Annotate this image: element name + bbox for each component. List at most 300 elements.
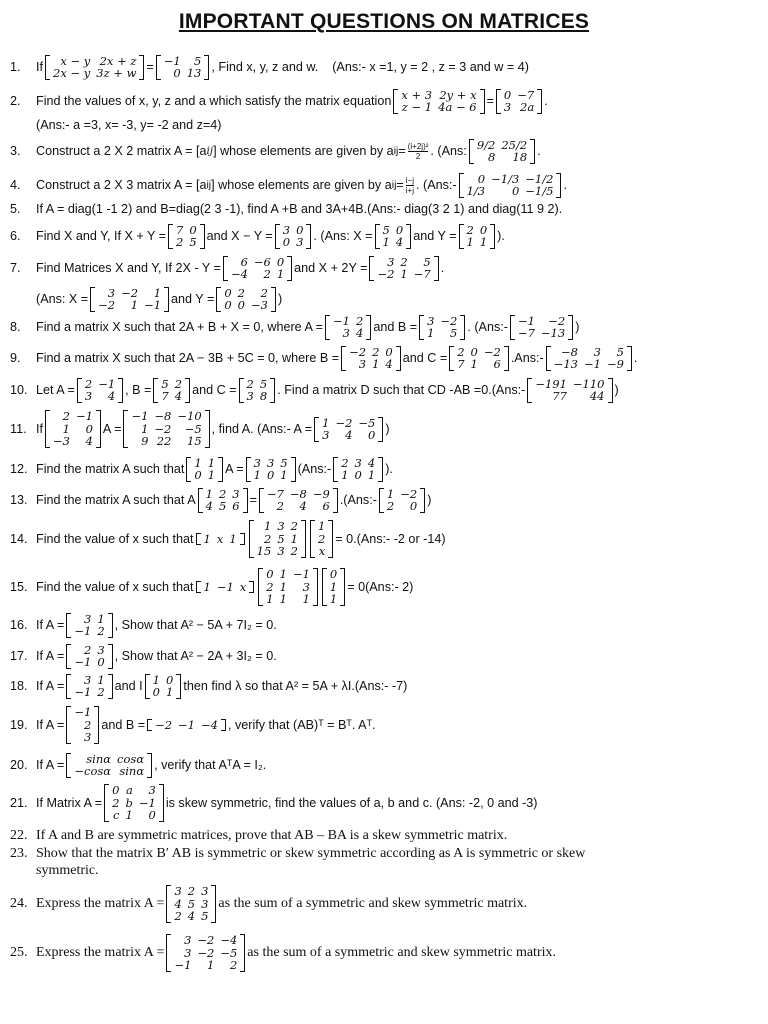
matrix-cell: 0 — [395, 222, 404, 237]
matrix-cell: 0 — [224, 285, 232, 300]
question-2: 2. Find the values of x, y, z and a which satisfy the matrix equation x + 3 2y + x z − 1 4a − 6 = 0 −7 3 2a . — [10, 87, 548, 114]
matrix-entries — [161, 55, 205, 80]
matrix-cell: x + 3 — [401, 87, 433, 102]
matrix-cell: 6 — [493, 357, 501, 371]
matrix-cell: 1 — [290, 531, 298, 546]
matrix-cell: 2 — [290, 544, 298, 559]
bracket-right — [218, 457, 223, 482]
matrix-cell: 3 — [107, 285, 116, 300]
matrix-cell: 2 — [263, 531, 272, 546]
matrix-cell: −4 — [230, 267, 248, 281]
matrix-cell: 13 — [186, 66, 202, 80]
matrix-cell: 1 — [466, 235, 474, 249]
matrix-entries — [424, 315, 460, 340]
matrix-cell: 2 — [174, 909, 182, 924]
question-11: 11. If 2 −1 1 0 −3 4 A = −1 −8 −10 1 −2 −5 9 22 15 , find A. (Ans:- A = 1 −2 −5 3 4 0 ) — [10, 409, 390, 449]
matrix-cell: −1 — [74, 685, 92, 699]
matrix-cell: −9 — [606, 357, 624, 371]
matrix-cell: −2 — [98, 298, 116, 312]
matrix-cell: 5 — [194, 53, 202, 68]
matrix-cell: 1 — [279, 579, 287, 594]
question-5: 5. If A = diag(1 -1 2) and B=diag(2 3 -1), find A +B and 3A+4B.(Ans:- diag(3 2 1) and diag(11 9 2). — [10, 202, 563, 216]
matrix-cell: 2x − y — [53, 66, 91, 80]
matrix-cell: 1 — [229, 531, 237, 546]
matrix-cell: 5 — [161, 376, 169, 391]
matrix-cell: −1 — [98, 376, 116, 391]
bracket-right — [243, 488, 248, 513]
matrix-cell: 0 — [296, 222, 304, 237]
bracket-right — [249, 581, 254, 594]
answer: (Ans:- a =3, x= -3, y= -2 and z=4) — [36, 118, 222, 132]
question-6: 6. Find X and Y, If X + Y = 7 0 2 5 and X − Y = 3 0 0 3 . (Ans: X = 5 0 1 4 and Y = 2 0 1 1 ). — [10, 222, 505, 249]
matrix-cell: −1 — [75, 409, 93, 424]
matrix-cell: 3 — [266, 455, 275, 470]
matrix-cell: 3 — [342, 326, 350, 340]
matrix-entries — [464, 224, 491, 249]
matrix-cell: 2x + z — [99, 53, 137, 68]
matrix-cell: 4 — [174, 389, 183, 403]
matrix-entries — [171, 885, 211, 923]
matrix-entries — [251, 457, 291, 482]
matrix — [66, 753, 152, 778]
matrix-cell: 1 — [329, 592, 338, 607]
matrix-cell: −10 — [177, 409, 202, 424]
matrix-entries — [515, 315, 568, 340]
matrix — [66, 674, 112, 699]
matrix-entries — [501, 89, 537, 114]
matrix-entries — [173, 224, 200, 249]
matrix-entries — [398, 89, 479, 114]
matrix-cell: 6 — [322, 499, 330, 513]
matrix-cell: 1 — [203, 531, 211, 546]
question-25: 25. Express the matrix A = 3 −2 −4 3 −2 −5 −1 1 2 as the sum of a symmetric and skew symmetric matrix. — [10, 933, 557, 973]
matrix — [449, 346, 509, 371]
matrix-cell: 2 — [174, 376, 183, 391]
matrix-cell: 4 — [205, 499, 213, 513]
matrix-cell: 1 — [367, 468, 376, 482]
matrix-cell: −2 — [154, 421, 172, 436]
matrix-cell: 0 — [470, 344, 478, 359]
matrix-cell: 1 — [207, 455, 216, 470]
matrix-cell: 2 — [84, 642, 92, 657]
matrix-cell: 0 — [224, 298, 232, 312]
matrix — [216, 287, 276, 312]
question-16: 16. If A = 3 1 −1 2 , Show that A² − 5A + 7I₂ = 0. — [10, 611, 277, 638]
matrix-cell: −2 — [440, 313, 458, 328]
matrix-cell: −9 — [312, 486, 330, 501]
matrix-cell: 3 — [302, 579, 310, 594]
matrix-cell: 1 — [372, 357, 380, 371]
question-13: 13. Find the matrix A such that A 1 2 3 4 5 6 = −7 −8 −9 2 4 6 .(Ans:- 1 −2 2 0 ) — [10, 486, 432, 513]
matrix-cell: 2 — [341, 455, 349, 470]
matrix-entries — [71, 706, 94, 744]
matrix-cell: 2 — [372, 344, 380, 359]
matrix-entries — [464, 173, 557, 198]
matrix — [196, 581, 255, 594]
matrix-entries — [263, 568, 313, 606]
matrix — [249, 520, 306, 558]
matrix — [527, 378, 612, 403]
bracket-right — [530, 139, 535, 164]
question-21: 21. If Matrix A = 0 a 3 2 b −1 c 1 0 is skew symmetric, find the values of a, b and c. (Ans: -2, 0 and -3) — [10, 783, 538, 823]
bracket-right — [420, 488, 425, 513]
matrix-entries — [109, 784, 159, 822]
bracket-right — [205, 410, 210, 448]
matrix-cell: 4 — [355, 326, 364, 340]
matrix-cell: 2 — [246, 376, 254, 391]
matrix-cell: −2 — [548, 313, 566, 328]
bracket-right — [537, 89, 542, 114]
matrix-entries — [158, 378, 185, 403]
question-7-answer: (Ans: X = 3 −2 1 −2 1 −1 and Y = 0 2 2 0 0 −3 ) — [36, 285, 283, 312]
matrix — [459, 173, 562, 198]
matrix-cell: −1/3 — [491, 171, 520, 186]
matrix-cell: 7 — [176, 222, 184, 237]
question-22: 22. If A and B are symmetric matrices, prove that AB – BA is a skew symmetric matrix. — [10, 828, 508, 843]
matrix-cell: 1 — [479, 235, 488, 249]
matrix-entries — [50, 55, 139, 80]
matrix-cell: 0 — [354, 468, 362, 482]
matrix — [393, 89, 484, 114]
matrix-cell: 3 — [277, 519, 285, 534]
matrix-cell: 44 — [589, 389, 605, 403]
question-14: 14. Find the value of x such that 1 x 1 1 3 2 2 5 1 15 3 2 1 2 x = 0.(Ans:- -2 or -14) — [10, 519, 446, 559]
bracket-right — [204, 55, 209, 80]
matrix-entries — [315, 520, 328, 558]
matrix-cell: 0 — [503, 87, 512, 102]
matrix-cell: x — [239, 579, 247, 594]
bracket-right — [291, 457, 296, 482]
matrix-cell: 3 — [354, 455, 362, 470]
answer: (Ans:- x =1, y = 2 , z = 3 and w = 4) — [332, 60, 529, 74]
bracket-right — [378, 417, 383, 442]
bracket-right — [164, 287, 169, 312]
matrix-cell: 1 — [130, 298, 139, 312]
matrix-cell: 1 — [386, 486, 395, 501]
matrix-cell: 3 — [84, 672, 92, 687]
matrix-cell: 5 — [189, 235, 197, 249]
bracket-right — [608, 378, 613, 403]
matrix-cell: 0 — [266, 468, 275, 482]
matrix — [45, 55, 144, 80]
matrix-entries — [327, 568, 340, 606]
bracket-right — [504, 346, 509, 371]
matrix-entries — [201, 533, 240, 546]
bracket-right — [396, 346, 401, 371]
matrix-cell: −1/5 — [525, 184, 554, 198]
matrix-entries — [201, 581, 250, 594]
question-4: 4. Construct a 2 X 3 matrix A = [a ij ] whose elements are given by a ij = $\frac{i-j}{i+j}$ . (Ans:- 0 −1/3 −1/2 1/3 0 −1/5 . — [10, 171, 567, 198]
matrix-cell: 1 — [125, 808, 133, 823]
question-10: 10. Let A = 2 −1 3 4 , B = 5 2 7 4 and C = 2 5 3 8 . Find a matrix D such that CD -AB =0.(Ans:- −191 −110 77 44 ) — [10, 376, 619, 403]
bracket-right — [490, 224, 495, 249]
matrix-cell: 8 — [259, 389, 268, 403]
question-3: 3. Construct a 2 X 2 matrix A = [a ij ] whose elements are given by a ij = $\frac{\text{(i+2j)²}}{2}$ . (Ans: 9/2 25/2 8 18 . — [10, 137, 541, 164]
matrix-cell: 1 — [317, 519, 326, 534]
bracket-right — [270, 378, 275, 403]
matrix-cell: 5 — [280, 455, 288, 470]
bracket-right — [333, 488, 338, 513]
matrix-cell: −1 — [163, 53, 181, 68]
bracket-right — [627, 346, 632, 371]
bracket-right — [108, 674, 113, 699]
matrix-cell: 1 — [253, 468, 261, 482]
question-23-cont: symmetric. — [36, 863, 99, 878]
matrix-cell: 4 — [395, 235, 404, 249]
matrix-cell: 15 — [256, 544, 272, 559]
matrix-cell: 0 — [385, 344, 393, 359]
matrix-cell: 3 — [277, 544, 285, 559]
matrix-cell: 1 — [400, 267, 408, 281]
matrix-cell: 4 — [345, 428, 353, 442]
matrix — [90, 287, 169, 312]
question-19: 19. If A = −1 2 3 and B = −2 −1 −4 , verify that (AB)ᵀ = Bᵀ. Aᵀ. — [10, 705, 376, 745]
matrix-cell: 2 — [187, 884, 196, 899]
matrix-entries — [254, 520, 301, 558]
matrix — [104, 784, 164, 822]
question-24: 24. Express the matrix A = 3 2 3 4 5 3 2 4 5 as the sum of a symmetric and skew symmetric matrix. — [10, 884, 528, 924]
matrix-cell: 0 — [479, 222, 488, 237]
matrix-cell: −1 — [74, 655, 92, 669]
matrix-cell: 5 — [259, 376, 268, 391]
bracket-right — [240, 533, 245, 546]
matrix-cell: −8 — [154, 409, 172, 424]
matrix-entries — [95, 287, 164, 312]
matrix-cell: 1 — [279, 567, 287, 582]
question-18: 18. If A = 3 1 −1 2 and I 1 0 0 1 then find λ so that A² = 5A + λI.(Ans:- -7) — [10, 672, 408, 699]
matrix-cell: 5 — [450, 326, 458, 340]
matrix — [196, 533, 245, 546]
matrix-cell: 7 — [457, 357, 465, 371]
bracket-right — [94, 706, 99, 744]
matrix-cell: 3 — [84, 730, 92, 745]
bracket-right — [460, 315, 465, 340]
matrix-cell: 1/3 — [466, 184, 486, 198]
bracket-right — [221, 719, 226, 732]
matrix-cell: a — [126, 783, 133, 798]
matrix-cell: 2a — [520, 100, 535, 114]
matrix-cell: −2 — [121, 285, 139, 300]
bracket-right — [96, 410, 101, 448]
question-1: 1. If x − y 2x + z 2x − y 3z + w = −1 5 0 13 , Find x, y, z and w. (Ans:- x =1, y = 2 , z = 3 and w = 4) — [10, 53, 529, 80]
matrix-cell: 2 — [466, 222, 474, 237]
matrix-cell: 1 — [280, 468, 288, 482]
matrix-cell: 0 — [152, 685, 160, 699]
matrix-cell: 0 — [189, 222, 197, 237]
matrix — [259, 488, 338, 513]
matrix-cell: 1 — [97, 611, 105, 626]
matrix-cell: −7 — [517, 326, 535, 340]
question-8: 8. Find a matrix X such that 2A + B + X = 0, where A = −1 2 3 4 and B = 3 −2 1 5 . (Ans:- −1 −2 −7 −13 ) — [10, 313, 580, 340]
matrix-cell: 0 — [477, 171, 486, 186]
matrix-cell: −7 — [413, 267, 431, 281]
matrix-cell: x − y — [60, 53, 91, 68]
matrix-cell: 0 — [85, 421, 93, 436]
matrix-cell: 2 — [263, 267, 271, 281]
matrix-cell: 1 — [279, 592, 287, 607]
matrix-cell: 3 — [201, 896, 209, 911]
matrix-cell: 2 — [62, 409, 70, 424]
matrix-cell: 4 — [174, 896, 182, 911]
matrix-cell: 3 — [84, 389, 93, 403]
matrix-entries — [82, 378, 118, 403]
matrix-cell: 0 — [97, 655, 105, 669]
matrix-cell: 5 — [382, 222, 390, 237]
matrix-cell: 3 — [174, 884, 182, 899]
matrix-cell: 2 — [260, 285, 268, 300]
matrix — [310, 520, 333, 558]
matrix-cell: −7 — [266, 486, 284, 501]
bracket-right — [556, 173, 561, 198]
matrix-cell: −8 — [289, 486, 307, 501]
fraction: $\frac{i-j}{i+j}$ — [405, 175, 415, 195]
matrix-cell: 3 — [97, 642, 105, 657]
matrix-cell: sinα — [119, 764, 145, 778]
matrix-cell: 1 — [203, 579, 211, 594]
matrix — [375, 224, 412, 249]
matrix-cell: −1 — [517, 313, 535, 328]
matrix-cell: −1 — [174, 958, 192, 973]
matrix-cell: 2 — [266, 579, 274, 594]
matrix-cell: 4 — [107, 389, 116, 403]
matrix-cell: 2 — [229, 958, 238, 973]
bracket-right — [176, 674, 181, 699]
bracket-right — [378, 457, 383, 482]
matrix-cell: 3 — [282, 222, 291, 237]
matrix-cell: 2 — [457, 344, 465, 359]
matrix-cell: −110 — [572, 376, 605, 391]
matrix-cell: −2 — [377, 267, 395, 281]
bracket-right — [147, 753, 152, 778]
bracket-right — [328, 520, 333, 558]
matrix-cell: 3 — [593, 344, 601, 359]
bracket-right — [211, 885, 216, 923]
matrix-cell: 3 — [387, 254, 395, 269]
matrix-cell: 9/2 — [476, 137, 496, 152]
matrix-cell: −4 — [201, 717, 218, 732]
matrix-entries — [374, 256, 433, 281]
matrix-cell: z − 1 — [401, 100, 433, 114]
bracket-right — [406, 224, 411, 249]
matrix-cell: 2 — [112, 795, 120, 810]
matrix-cell: −1/2 — [525, 171, 554, 186]
matrix-cell: −1 — [292, 567, 310, 582]
matrix-cell: 2 — [176, 235, 184, 249]
bracket-right — [108, 644, 113, 669]
matrix — [168, 224, 205, 249]
matrix-cell: 2 — [218, 486, 227, 501]
bracket-right — [568, 315, 573, 340]
question-15: 15. Find the value of x such that 1 −1 x 0 1 −1 2 1 3 1 1 1 0 1 1 = 0(Ans:- 2) — [10, 567, 414, 607]
matrix — [239, 378, 276, 403]
matrix-entries — [221, 287, 271, 312]
matrix-entries — [330, 315, 366, 340]
matrix-cell: 0 — [166, 672, 174, 687]
matrix-entries — [474, 139, 530, 164]
matrix-cell: 8 — [488, 150, 496, 164]
matrix-cell: 0 — [112, 783, 120, 798]
matrix-cell: 1 — [427, 326, 435, 340]
page-title: IMPORTANT QUESTIONS ON MATRICES — [178, 10, 590, 33]
matrix-cell: 0 — [173, 66, 181, 80]
matrix-cell: 5 — [616, 344, 624, 359]
matrix-entries — [280, 224, 307, 249]
matrix-cell: 4 — [299, 499, 307, 513]
matrix-cell: 2 — [97, 685, 105, 699]
matrix-cell: 1 — [141, 421, 149, 436]
matrix-cell: 0 — [409, 499, 418, 513]
fraction: $\frac{\text{(i+2j)²}}{2}$ — [407, 141, 429, 161]
matrix-cell: 3z + w — [96, 66, 137, 80]
matrix-cell: b — [125, 795, 133, 810]
question-7: 7. Find Matrices X and Y, If 2X - Y = 6 −6 0 −4 2 1 and X + 2Y = 3 2 5 −2 1 −7 . — [10, 254, 445, 281]
matrix-cell: 5 — [218, 499, 227, 513]
matrix-cell: 2 — [237, 285, 245, 300]
matrix-cell: −1 — [178, 717, 195, 732]
matrix-cell: 15 — [187, 434, 202, 449]
matrix-cell: −1 — [74, 705, 92, 720]
matrix-cell: 0 — [282, 235, 291, 249]
matrix-entries — [71, 674, 107, 699]
matrix-cell: 0 — [237, 298, 245, 312]
question-2-answer — [36, 118, 736, 132]
matrix-cell: −2 — [197, 945, 215, 960]
matrix-entries — [71, 613, 107, 638]
matrix-entries — [71, 753, 147, 778]
matrix-entries — [551, 346, 627, 371]
matrix — [166, 885, 216, 923]
matrix — [223, 256, 292, 281]
bracket-right — [159, 784, 164, 822]
matrix — [156, 55, 210, 80]
matrix-cell: 1 — [322, 415, 330, 430]
matrix-entries — [244, 378, 271, 403]
matrix-cell: 3 — [253, 455, 261, 470]
bracket-right — [139, 55, 144, 80]
matrix-cell: −1 — [131, 409, 149, 424]
bracket-right — [366, 315, 371, 340]
matrix-entries — [380, 224, 407, 249]
matrix-cell: −8 — [561, 344, 578, 359]
matrix-cell: 1 — [382, 235, 390, 249]
matrix-cell: 1 — [470, 357, 478, 371]
matrix-cell: −6 — [253, 254, 271, 269]
matrix-cell: 3 — [184, 933, 192, 948]
bracket-right — [313, 568, 318, 606]
matrix-cell: 1 — [266, 592, 274, 607]
matrix-cell: −2 — [349, 344, 367, 359]
matrix-cell: x — [216, 531, 224, 546]
matrix-cell: 1 — [341, 468, 349, 482]
matrix-cell: −13 — [553, 357, 578, 371]
matrix-cell: −5 — [184, 421, 202, 436]
matrix-cell: 5 — [277, 531, 285, 546]
matrix-cell: 1 — [263, 519, 272, 534]
matrix-cell: 2 — [84, 376, 93, 391]
matrix — [186, 457, 223, 482]
matrix-cell: 3 — [322, 428, 330, 442]
matrix — [66, 706, 99, 744]
matrix-cell: 3 — [201, 884, 209, 899]
matrix-entries — [454, 346, 504, 371]
matrix-cell: −7 — [517, 87, 535, 102]
matrix-cell: 1 — [153, 285, 162, 300]
bracket-right — [240, 934, 245, 972]
matrix-cell: 1 — [329, 579, 338, 594]
matrix — [147, 719, 226, 732]
matrix — [322, 568, 345, 606]
question-12: 12. Find the matrix A such that 1 1 0 1 A = 3 3 5 1 0 1 (Ans:- 2 3 4 1 0 1 ). — [10, 455, 393, 482]
